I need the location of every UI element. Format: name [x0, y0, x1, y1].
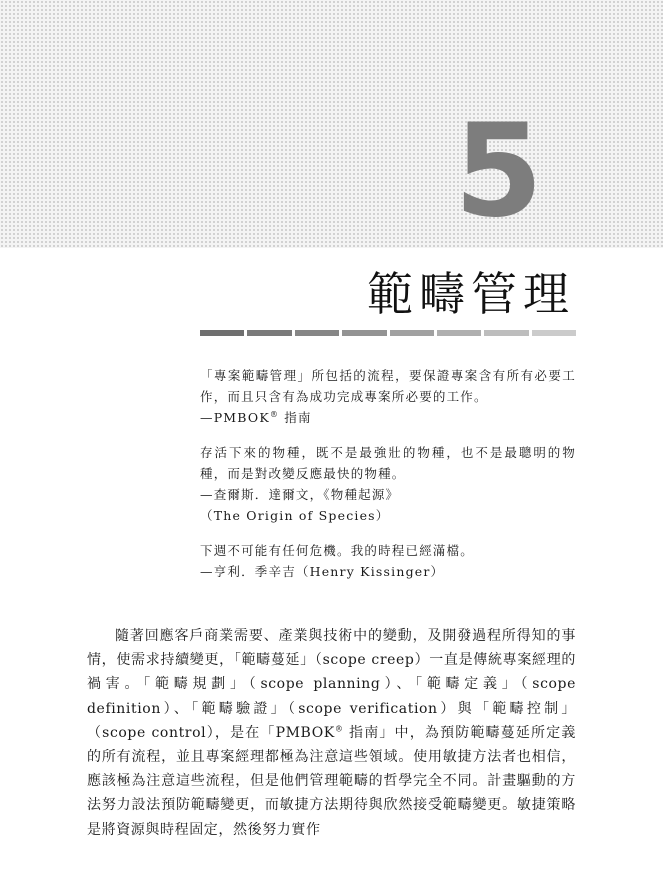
quote-text: 「專案範疇管理」所包括的流程，要保證專案含有所有必要工作，而且只含有為成功完成專案所必要的工作。 [200, 368, 576, 404]
body-paragraph: 隨著回應客戶商業需要、產業與技術中的變動，及開發過程所得知的事情，使需求持續變更，「範疇蔓延」（scope creep）一直是傳統專案經理的禍害。「範疇規劃」（scope planning）、「範疇定義」（scope definition）、「範疇驗證」（scope verification）與「範疇控制」（scope control），是在「PMBOK® 指南」中，為預防範疇蔓延所定義的所有流程，並且專案經理都極為注意這些領域。使用敏捷方法者也相信，應該極為注意這些流程，但是他們管理範疇的哲學完全不同。計畫驅動的方法努力設法預防範疇變更，而敏捷方法期待與欣然接受範疇變更。敏捷策略是將資源與時程固定，然後努力實作 [87, 628, 576, 838]
quote-attribution: —查爾斯．達爾文，《物種起源》 [200, 487, 400, 502]
rule-segment [295, 330, 339, 336]
quote-attribution-source: （The Origin of Species） [200, 508, 390, 523]
epigraph-pmbok [200, 365, 576, 428]
quote-attribution: —PMBOK® 指南 [200, 409, 312, 425]
chapter-number: 5 [453, 97, 543, 246]
rule-segment [200, 330, 244, 336]
quote-attribution: —亨利．季辛吉（Henry Kissinger） [200, 564, 445, 579]
rule-segment [437, 330, 481, 336]
epigraph-kissinger [200, 540, 576, 582]
registered-mark: ® [269, 409, 280, 419]
header-dot-pattern [0, 0, 663, 248]
chapter-title: 範疇管理 [367, 267, 575, 321]
rule-segment [532, 330, 576, 336]
rule-segment [247, 330, 291, 336]
quote-text: 下週不可能有任何危機。我的時程已經滿檔。 [200, 543, 475, 558]
epigraphs [200, 365, 576, 596]
title-underline-bar [200, 330, 576, 336]
rule-segment [342, 330, 386, 336]
quote-text: 存活下來的物種，既不是最強壯的物種，也不是最聰明的物種，而是對改變反應最快的物種。 [200, 445, 576, 481]
rule-segment [484, 330, 528, 336]
epigraph-darwin [200, 442, 576, 526]
registered-mark: ® [334, 724, 344, 734]
rule-segment [390, 330, 434, 336]
